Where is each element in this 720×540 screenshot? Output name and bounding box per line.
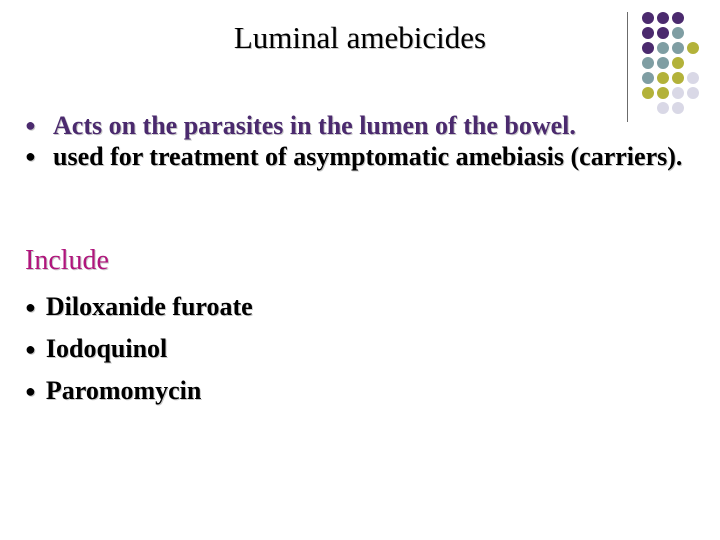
decor-dot: [672, 27, 684, 39]
drug-item: [25, 328, 253, 370]
bullet-glyph: ●: [25, 146, 36, 166]
decor-dot: [687, 87, 699, 99]
decor-dot: [657, 72, 669, 84]
decor-dot: [642, 72, 654, 84]
drug-item: [25, 370, 253, 412]
decor-dot: [672, 12, 684, 24]
drug-name: Paromomycin: [45, 376, 202, 405]
bullet-list: [25, 110, 715, 172]
drug-name: Iodoquinol: [45, 334, 168, 363]
bullet-glyph: ●: [25, 339, 36, 359]
decor-dot: [672, 57, 684, 69]
decor-dot: [642, 12, 654, 24]
decor-dot: [687, 42, 699, 54]
bullet-glyph: ●: [25, 297, 36, 317]
bullet-glyph: ●: [25, 381, 36, 401]
drug-item: [25, 286, 253, 328]
decor-dot: [642, 87, 654, 99]
slide-title: Luminal amebicides: [233, 20, 487, 55]
decor-dot: [657, 12, 669, 24]
bullet-text: used for treatment of asymptomatic amebiasis (carriers).: [53, 142, 683, 171]
bullet-text: Acts on the parasites in the lumen of the bowel.: [53, 111, 576, 140]
drug-list: [25, 286, 253, 412]
decor-dot: [657, 27, 669, 39]
decor-dot: [657, 87, 669, 99]
include-heading: Include: [25, 245, 109, 276]
decor-dot: [657, 42, 669, 54]
decor-dot: [642, 27, 654, 39]
decor-dot: [672, 87, 684, 99]
decor-dot: [657, 57, 669, 69]
bullet-glyph: ●: [25, 115, 36, 135]
decor-dot: [672, 42, 684, 54]
decor-dot: [672, 72, 684, 84]
decorative-divider-line: [627, 12, 628, 122]
decor-dot: [642, 42, 654, 54]
bullet-item: [25, 141, 715, 172]
decor-dot: [642, 57, 654, 69]
drug-name: Diloxanide furoate: [45, 292, 253, 321]
decor-dot: [687, 72, 699, 84]
bullet-item: [25, 110, 715, 141]
